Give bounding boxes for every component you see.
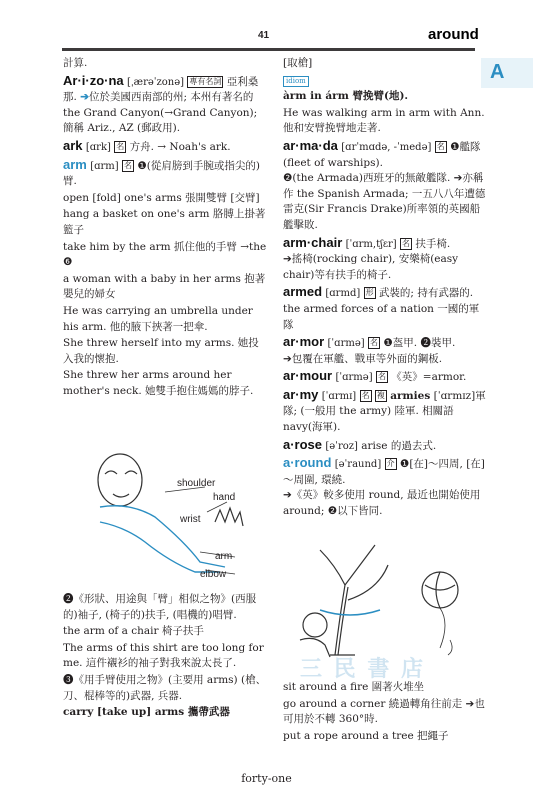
pronunciation: [ˈɑrm,tʃɛr] [345,238,397,250]
page-header [0,26,533,50]
example: put a rope around a tree 把繩子 [283,729,449,742]
example: carry [take up] arms 攜帶武器 [63,706,230,719]
headword: ar·ma·da [283,137,338,153]
entry-arizona [63,73,268,137]
arm-outline [100,506,225,567]
example: a woman with a baby in her arms 抱著嬰兒的婦女 [63,272,266,301]
pronunciation: [ˈɑrmə] [327,338,365,350]
pronunciation: [ɑrm] [90,160,119,172]
definition: ❶盔甲. ❷裝甲. [383,337,456,350]
headword: ar·mor [283,334,325,350]
arrow-path [440,608,452,655]
example: The arms of this shirt are too long for me. 這件襯衫的袖子對我來說太長了. [63,641,264,670]
headword: ark [63,137,83,153]
pos-box: 名 [116,141,125,151]
example: go around a corner 繞過轉角往前走 ➔也可用於不轉 360°時. [283,697,485,726]
label-box: 專有名詞 [189,76,222,86]
definition: 武裝的; 持有武器的. [378,287,474,300]
entry-ark [63,138,268,156]
definition: arise 的過去式. [361,439,437,452]
entry-arose [283,437,488,455]
pronunciation: [ˈɑrmə] [335,372,373,384]
pronunciation: [ɑrˈmɑdə, -ˈmedə] [341,141,432,153]
example: take him by the arm 抓住他的手臂 →the ❻ [63,240,267,269]
note: ➔搖椅(rocking chair), 安樂椅(easy chair)等有扶手的椅子. [283,253,459,281]
pos-box: 名 [124,160,133,170]
arm-illustration [85,452,275,582]
watermark: 三 民 書 店 [300,656,425,682]
definition: ❶[在]～四周, [在]～周圍, 環繞. [283,458,485,486]
letter-tab-label: A [490,61,505,83]
pronunciation: [ɑrmd] [325,288,361,300]
right-column [283,56,488,521]
entry-armour [283,368,488,386]
head-outline [98,454,142,506]
headword: ar·my [283,386,319,402]
label-arm: arm [215,551,233,562]
label-wrist: wrist [180,514,201,525]
left-column-lower [63,592,268,722]
sense-1: ❶(從肩膀到手腕或指尖的)臂. [63,159,260,188]
left-column [63,56,268,400]
continuation-text: 計算. [63,57,88,69]
definition: 亞利桑那. [63,75,259,104]
example: hang a basket on one's arm 胳膊上掛著籃子 [63,208,266,236]
definition: 方舟. → Noah's ark. [129,140,231,153]
entry-around [283,455,488,519]
note: ➔《英》較多使用 round, 最近也開始使用 around; ❷以下皆同. [283,489,481,518]
pos-box: 名 [436,141,445,151]
pos-box: 名 [361,390,370,400]
rope-icon [320,610,380,615]
hand-fingers [215,508,243,526]
pos-box: 名 [377,372,386,382]
pos-box: 名 [402,238,411,248]
plural-box: 複 [376,390,385,400]
headword: a·round [283,455,332,471]
plural: armies [390,389,431,402]
letter-tab [481,58,533,88]
definition: 《英》=armor. [391,371,467,384]
headword: arm [63,156,87,172]
definition: ❶艦隊(fleet of warships). [283,140,481,169]
example: sit around a fire 圍著火堆坐 [283,681,425,693]
pronunciation: [əˈraund] [334,459,382,471]
definition: [ˈɑrmɪz]軍隊; (一般用 the army) 陸軍. 相關語 navy(海軍). [283,389,486,434]
entry-army [283,387,488,436]
header-rule [62,48,475,51]
entry-arm [63,157,268,190]
definition: 扶手椅. [415,237,451,250]
entry-armed [283,284,488,333]
headword: ar·mour [283,368,333,384]
sense-2: ❷《形狀、用途與「臂」相似之物》(西服的)袖子, (椅子的)扶手, (唱機的)唱臂. [63,593,257,621]
sense-3: ❸《用手臂使用之物》(主要用 arms) (槍、刀、棍棒等的)武器, 兵器. [63,673,267,702]
person-head [303,613,327,637]
example: He was carrying an umbrella under his arm. 他的腋下挾著一把傘. [63,304,253,333]
entry-armchair [283,235,488,284]
page-number: 41 [258,30,270,41]
pronunciation: [ɑrk] [85,141,111,153]
label-elbow: elbow [200,569,227,580]
pronunciation: [ˌærəˈzonə] [127,76,185,88]
tree-illustration [290,540,480,658]
arm-outline-lower [100,522,220,572]
pos-box: 名 [370,338,379,348]
bracket-text: [取槍] [283,57,313,69]
globe-lines [425,572,455,608]
tree-branches [320,545,388,655]
example: She threw her arms around her mother's neck. 她雙手抱住媽媽的脖子. [63,369,254,397]
right-column-lower [283,680,488,745]
note: ➔包覆在軍艦、戰車等外面的鋼板. [283,352,443,365]
label-shoulder: shoulder [177,478,216,489]
headword: a·rose [283,436,323,452]
eyes [105,471,137,474]
idiom-example: He was walking arm in arm with Ann. 他和安臂挽臂地走著. [283,106,485,135]
headword: arm·chair [283,234,343,250]
page-footer: forty-one [241,772,292,785]
label-hand: hand [213,492,236,503]
definition-2: ❷(the Armada)西班牙的無敵艦隊. ➔亦稱作 the Spanish Armada; 一五八八年遭德雷克(Sir Francis Drake)所率領的英國船艦擊敗. [283,172,486,231]
example: the armed forces of a nation 一國的軍隊 [283,302,480,331]
idiom: àrm in árm 臂挽臂(地). [283,90,409,103]
note: 位於美國西南部的州; 本州有著名的 the Grand Canyon(→Grand Canyon); 簡稱 Ariz., AZ (郵政用). [63,91,258,135]
arrow-icon: ➔ [80,91,89,104]
headword: armed [283,284,323,300]
idiom-tag: idiom [283,76,309,87]
pronunciation: [ˈɑrmɪ] [321,390,357,402]
entry-armada [283,138,488,234]
mouth [113,494,129,497]
pronunciation: [əˈroz] [325,440,358,452]
example: open [fold] one's arms 張開雙臂 [交臂] [63,191,260,204]
example: the arm of a chair 椅子扶手 [63,625,204,638]
pos-box: 介 [386,459,395,469]
headword: Ar·i·zo·na [63,72,124,88]
example: She threw herself into my arms. 她投入我的懷抱. [63,337,259,365]
guide-word: around [428,26,479,43]
pos-box: 形 [365,288,374,298]
entry-armor [283,334,488,367]
